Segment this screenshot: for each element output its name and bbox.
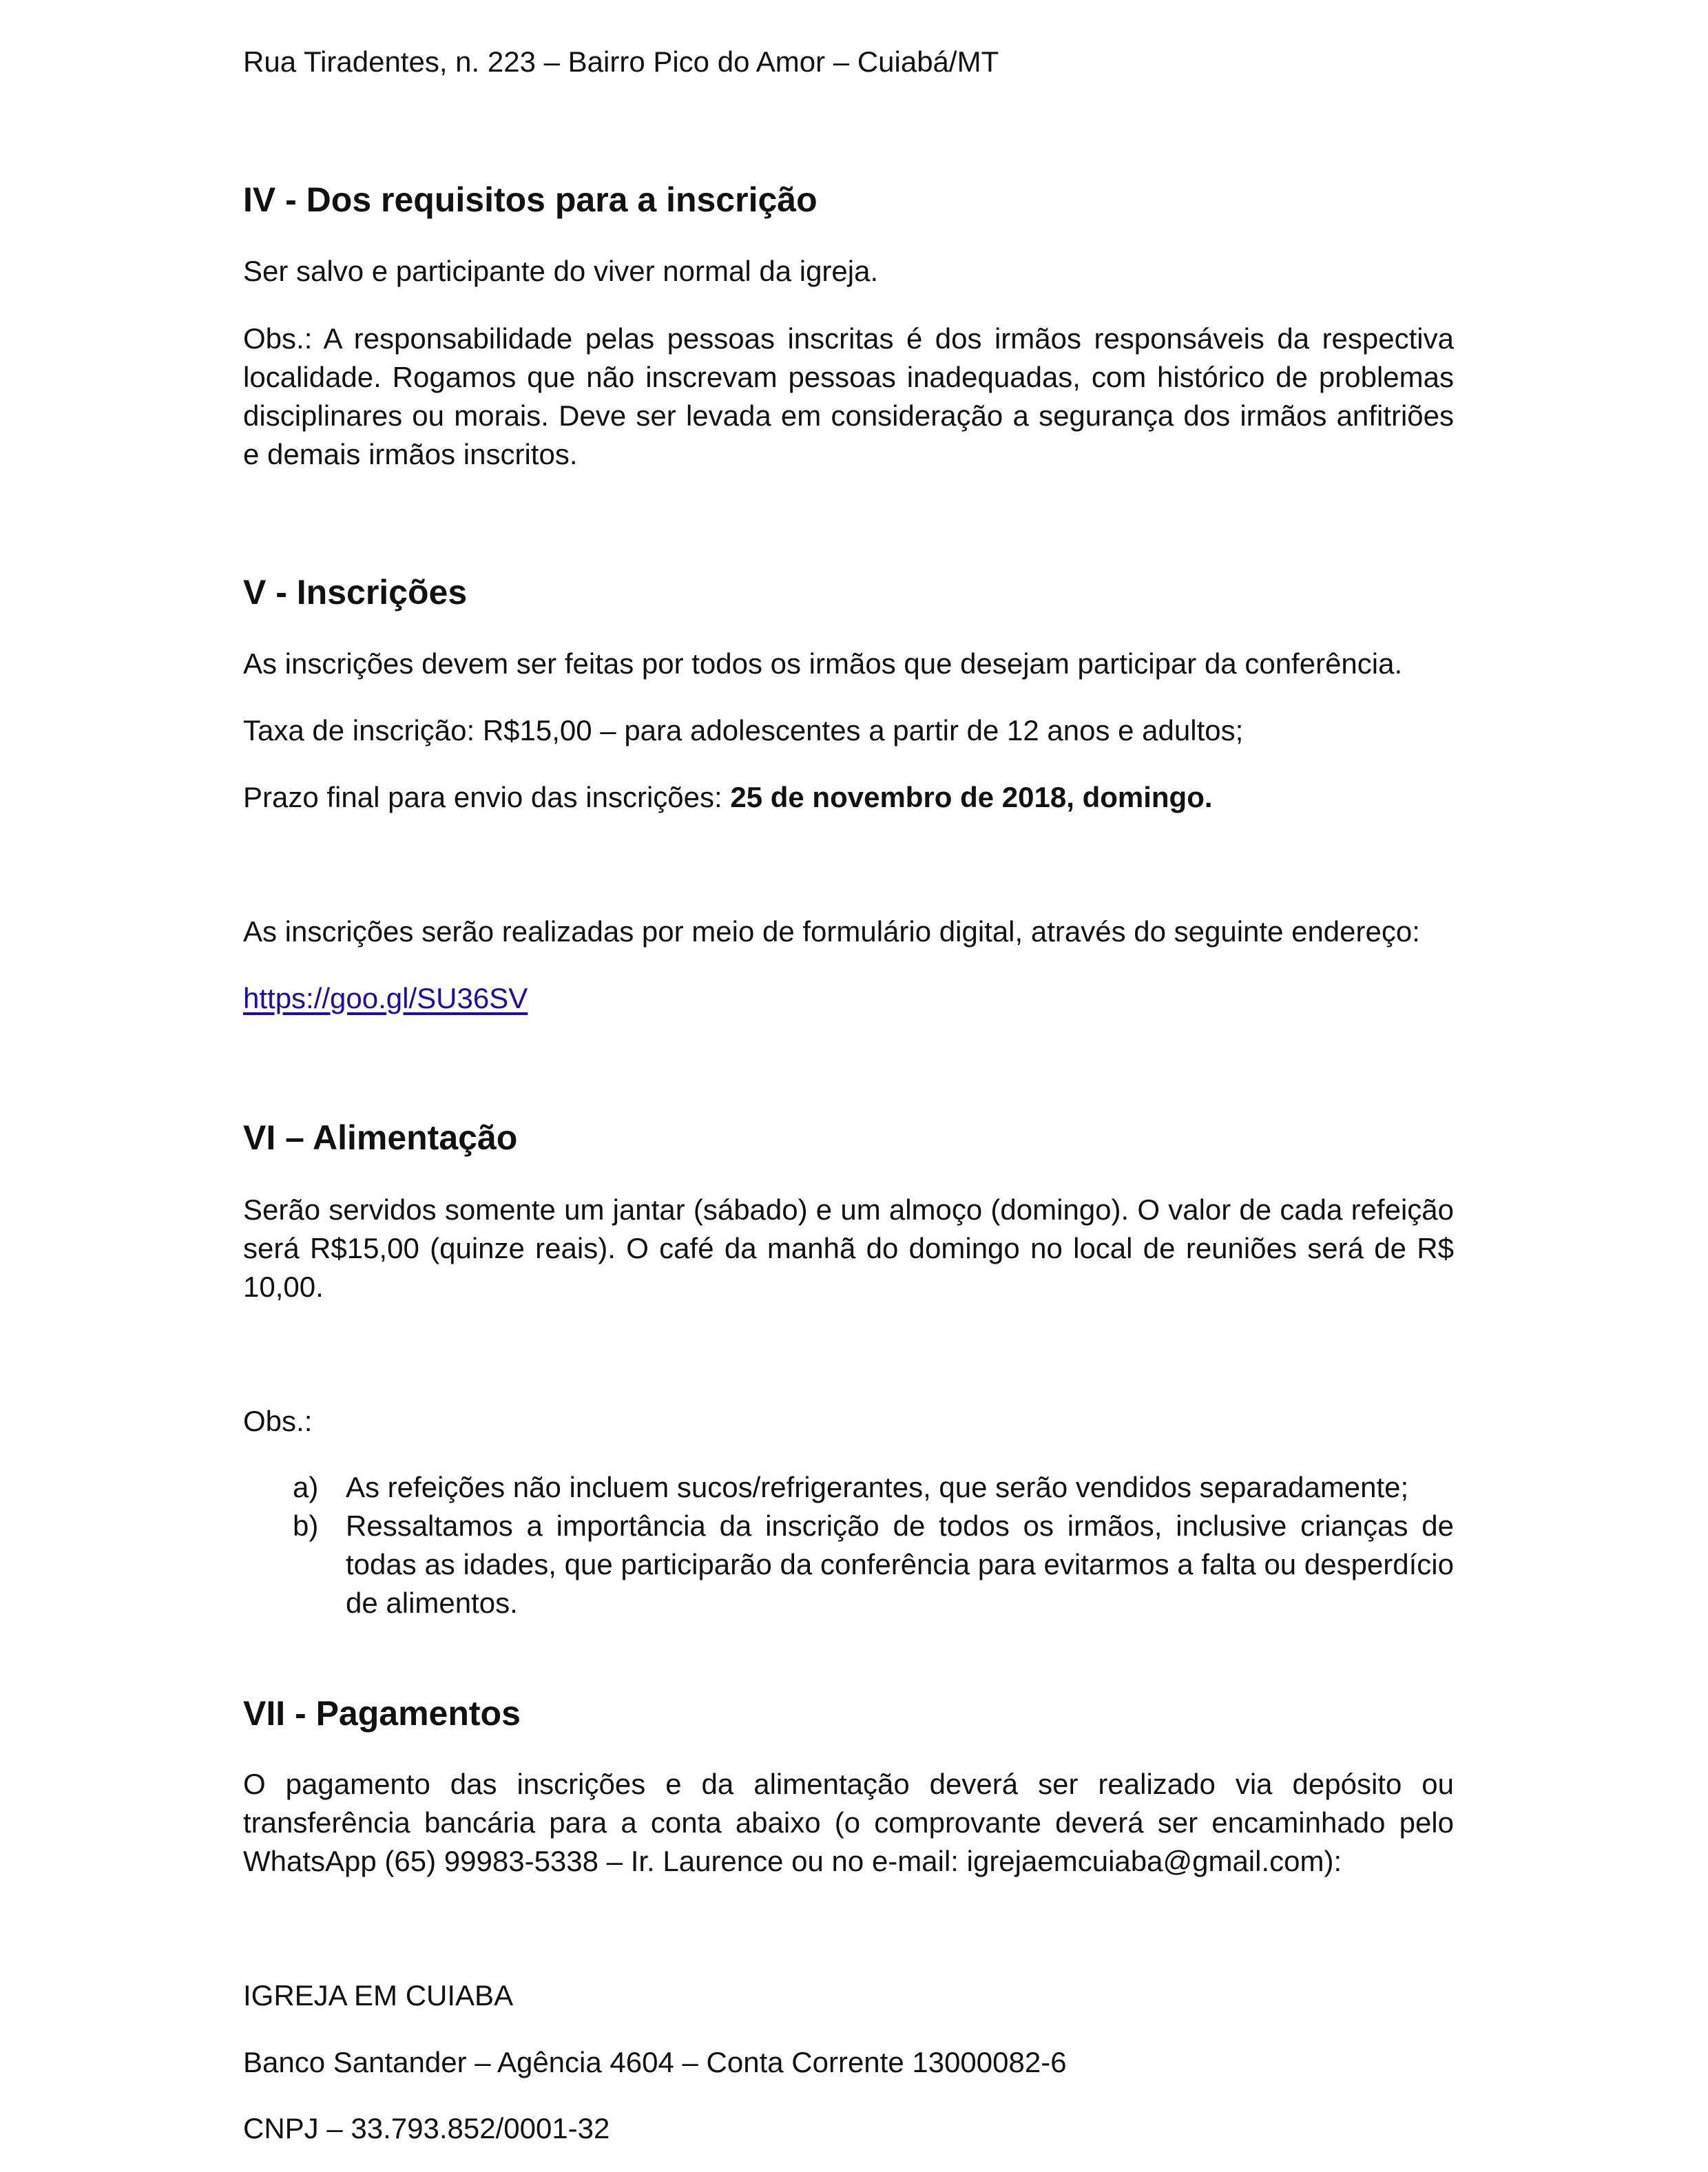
- section-v-form-text: As inscrições serão realizadas por meio de formulário digital, através do seguinte endereço:: [243, 915, 1420, 948]
- list-item-text: As refeições não incluem sucos/refrigerantes, que serão vendidos separadamente;: [346, 1471, 1409, 1503]
- header-address: Rua Tiradentes, n. 223 – Bairro Pico do Amor – Cuiabá/MT: [243, 45, 999, 78]
- section-v-title: V - Inscrições: [243, 573, 468, 612]
- section-v-intro: As inscrições devem ser feitas por todos os irmãos que desejam participar da conferência.: [243, 647, 1403, 680]
- list-item-marker: b): [293, 1510, 319, 1542]
- section-vi-paragraph: Serão servidos somente um jantar (sábado) e um almoço (domingo). O valor de cada refeição será R$15,00 (quinze reais). O café da manhã do domingo no local de reuniões será de R$ 10,00.: [243, 1193, 1454, 1303]
- account-name: IGREJA EM CUIABA: [243, 1979, 514, 2012]
- section-iv-requirement: Ser salvo e participante do viver normal da igreja.: [243, 255, 879, 287]
- form-link[interactable]: https://goo.gl/SU36SV: [243, 982, 528, 1014]
- list-item: [293, 1468, 1454, 1507]
- section-vi-obs-label: Obs.:: [243, 1405, 313, 1437]
- section-iv-title: IV - Dos requisitos para a inscrição: [243, 180, 817, 219]
- list-item-marker: a): [293, 1471, 319, 1503]
- deadline-value: 25 de novembro de 2018, domingo.: [730, 781, 1213, 813]
- list-item-text: Ressaltamos a importância da inscrição de todos os irmãos, inclusive crianças de todas as idades, que participarão da conferência para evitarmos a falta ou desperdício de alimentos.: [346, 1510, 1454, 1619]
- bank-info: Banco Santander – Agência 4604 – Conta Corrente 13000082-6: [243, 2046, 1067, 2078]
- cnpj: CNPJ – 33.793.852/0001-32: [243, 2112, 610, 2144]
- list-item: [293, 1507, 1454, 1622]
- section-v-fee: Taxa de inscrição: R$15,00 – para adolescentes a partir de 12 anos e adultos;: [243, 714, 1244, 746]
- section-v-form-link-row: [243, 979, 1454, 1018]
- section-vi-title: VI – Alimentação: [243, 1118, 518, 1157]
- section-iv-note: Obs.: A responsabilidade pelas pessoas inscritas é dos irmãos responsáveis da respectiva localidade. Rogamos que não inscrevam pessoas inadequadas, com histórico de problemas disciplinares ou morais. Deve ser levada em consideração a segurança dos irmãos anfitriões e demais irmãos inscritos.: [243, 322, 1454, 470]
- deadline-label: Prazo final para envio das inscrições:: [243, 781, 731, 813]
- section-vii-title: VII - Pagamentos: [243, 1694, 521, 1733]
- section-vii-paragraph: O pagamento das inscrições e da alimentação deverá ser realizado via depósito ou transferência bancária para a conta abaixo (o comprovante deverá ser encaminhado pelo WhatsApp (65) 99983-5338 – Ir. Laurence ou no e-mail: igrejaemcuiaba@gmail.com):: [243, 1768, 1454, 1877]
- section-v-deadline: [243, 778, 1454, 817]
